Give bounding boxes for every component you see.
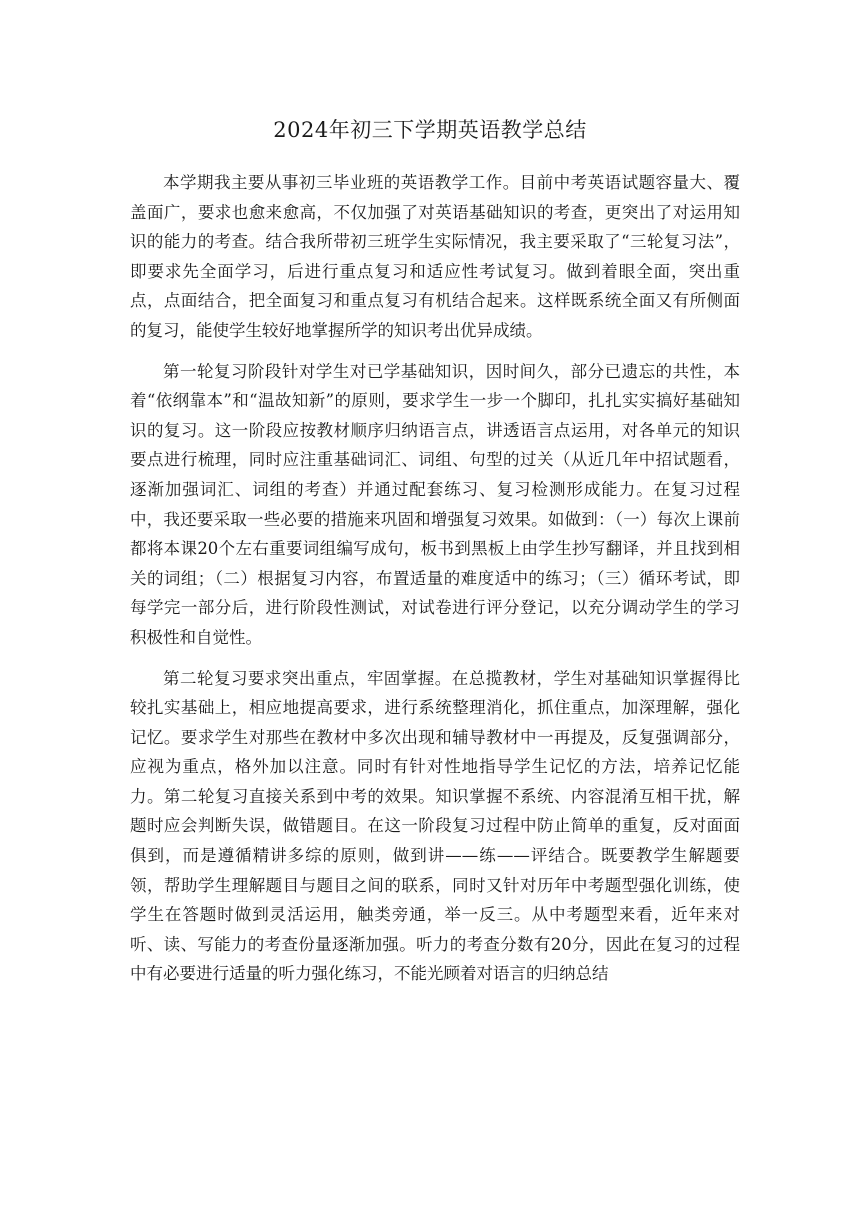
paragraph-3: 第二轮复习要求突出重点，牢固掌握。在总揽教材，学生对基础知识掌握得比较扎实基础上，相应地提高要求，进行系统整理消化，抓住重点，加深理解，强化记忆。要求学生对那些在教材中多次出现和辅导教材中一再提及，反复强调部分，应视为重点，格外加以注意。同时有针对性地指导学生记忆的方法，培养记忆能力。第二轮复习直接关系到中考的效果。知识掌握不系统、内容混淆互相干扰，解题时应会判断失误，做错题目。在这一阶段复习过程中防止简单的重复，反对面面俱到，而是遵循精讲多综的原则，做到讲——练——评结合。既要教学生解题要领，帮助学生理解题目与题目之间的联系，同时又针对历年中考题型强化训练，使学生在答题时做到灵活运用，触类旁通，举一反三。从中考题型来看，近年来对听、读、写能力的考查份量逐渐加强。听力的考查分数有20分，因此在复习的过程中有必要进行适量的听力强化练习，不能光顾着对语言的归纳总结 [130,668,740,984]
paragraph-2: 第一轮复习阶段针对学生对已学基础知识，因时间久，部分已遗忘的共性，本着“依纲靠本”和“温故知新”的原则，要求学生一步一个脚印，扎扎实实搞好基础知识的复习。这一阶段应按教材顺序归纳语言点，讲透语言点运用，对各单元的知识要点进行梳理，同时应注重基础词汇、词组、句型的过关（从近几年中招试题看，逐渐加强词汇、词组的考查）并通过配套练习、复习检测形成能力。在复习过程中，我还要采取一些必要的措施来巩固和增强复习效果。如做到：（一）每次上课前都将本课20个左右重要词组编写成句，板书到黑板上由学生抄写翻译，并且找到相关的词组；（二）根据复习内容，布置适量的难度适中的练习；（三）循环考试，即每学完一部分后，进行阶段性测试，对试卷进行评分登记，以充分调动学生的学习积极性和自觉性。 [130,361,740,647]
paragraph-1: 本学期我主要从事初三毕业班的英语教学工作。目前中考英语试题容量大、覆盖面广，要求也愈来愈高，不仅加强了对英语基础知识的考查，更突出了对运用知识的能力的考查。结合我所带初三班学生实际情况，我主要采取了“三轮复习法”，即要求先全面学习，后进行重点复习和适应性考试复习。做到着眼全面，突出重点，点面结合，把全面复习和重点复习有机结合起来。这样既系统全面又有所侧面的复习，能使学生较好地掌握所学的知识考出优异成绩。 [130,173,740,340]
document-title: 2024年初三下学期英语教学总结 [273,118,587,142]
document-body [130,168,740,1000]
